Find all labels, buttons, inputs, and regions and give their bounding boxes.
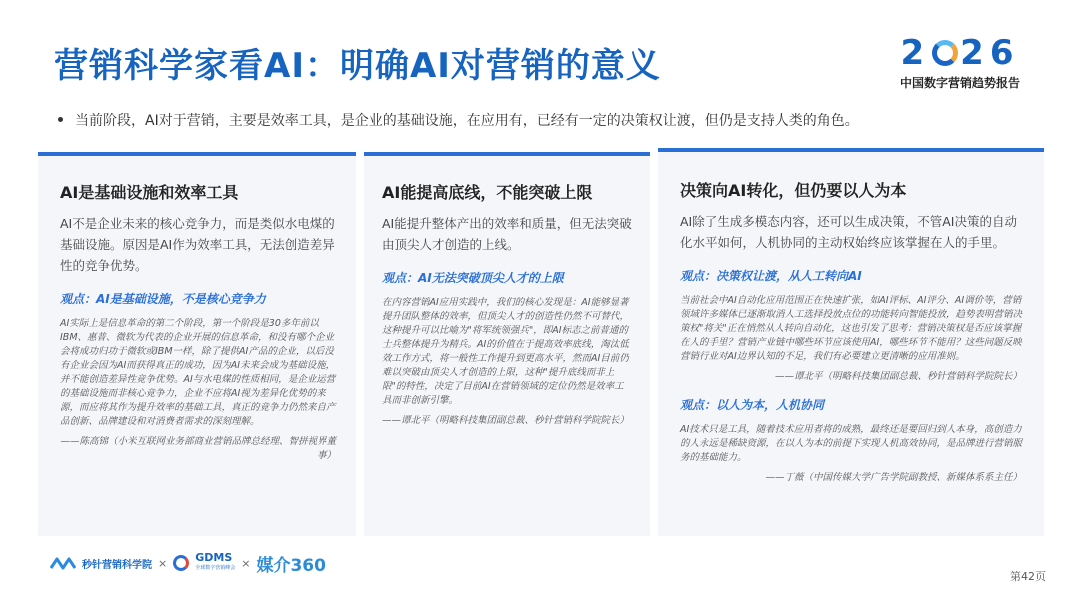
summary-text: 当前阶段，AI对于营销，主要是效率工具，是企业的基础设施，在应用有，已经有一定的决策权让渡，但仍是支持人类的角色。	[75, 113, 859, 129]
footer-logos	[50, 552, 326, 574]
gdms-name: GDMS	[195, 551, 233, 564]
viewpoint-quote: AI实际上是信息革命的第二个阶段，第一个阶段是30多年前以IBM、惠普、微软为代表的企业开展的信息革命，和没有哪个企业会将成功归功于微软或IBM一样，除了提供AI产品的企业，以后没有企业会因为AI而获得真正的成功，因为AI未来会成为基础设施，并不能创造差异性竞争优势。AI与水电煤的性质相同，是企业运营的基础设施而非核心竞争力，企业不应将AI视为差异化优势的来源，而应将其作为提升效率的基础工具，真正的竞争力仍然来自产品创新、品牌建设和对消费者需求的深刻理解。	[60, 318, 336, 427]
viewpoint-author: ——谭北平（明略科技集团副总裁、秒针营销科学院院长）	[382, 415, 630, 426]
brand-year	[901, 34, 1020, 72]
miaozhen-logo-icon	[50, 556, 76, 570]
card-description: AI除了生成多模态内容，还可以生成决策，不管AI决策的自动化水平如何，人机协同的主动权始终应该掌握在人的手里。	[680, 214, 1017, 250]
summary-bullet	[58, 110, 859, 130]
gdms-logo-icon	[173, 555, 189, 571]
page-title: 营销科学家看AI：明确AI对营销的意义	[54, 46, 661, 86]
viewpoint-heading: 观点：AI无法突破顶尖人才的上限	[382, 271, 564, 285]
page-number: 第42页	[1010, 570, 1046, 583]
brand-subtitle: 中国数字营销趋势报告	[899, 76, 1020, 90]
gdms-subtitle: 全球数字营销峰会	[195, 565, 236, 571]
brand-year-left: 2	[900, 33, 931, 73]
viewpoint-author: ——丁薇（中国传媒大学广告学院副教授、新媒体系系主任）	[765, 472, 1022, 483]
viewpoint-heading: 观点：AI是基础设施，不是核心竞争力	[60, 292, 266, 306]
viewpoint-quote: AI技术只是工具，随着技术应用者将的成熟，最终还是要回归到人本身，高创造力的人永远是稀缺资源，在以人为本的前提下实现人机高效协同，是品牌进行营销服务的基础能力。	[680, 424, 1023, 463]
card-description: AI不是企业未来的核心竞争力，而是类似水电煤的基础设施。原因是AI作为效率工具，无法创造差异性的竞争优势。	[60, 216, 335, 273]
viewpoint-quote: 在内容营销AI应用实践中，我们的核心发现是：AI能够显著提升团队整体的效率，但顶尖人才的创造性仍然不可替代，这种提升可以比喻为"将军统领强兵"，即AI标志之前普通的士兵整体提升为精兵。AI的价值在于提高效率底线，淘汰低效工作方式，将一般性工作提升到更高水平，然而AI目前仍难以突破由顶尖人才创造的上限，这种"提升底线而非上限"的特性，决定了目前AI在营销领域的定位仍然是效率工具而非创新引擎。	[382, 297, 630, 406]
bullet-dot-icon	[58, 117, 63, 122]
card-title: 决策向AI转化，但仍要以人为本	[680, 181, 907, 200]
brand-year-right: 26	[960, 33, 1020, 73]
report-brand	[880, 34, 1040, 91]
card-decision	[658, 148, 1044, 536]
card-baseline	[364, 152, 650, 536]
brand-year-ring-icon	[932, 40, 958, 66]
partner-separator: ×	[241, 556, 251, 570]
partner-meijie360: 媒介360	[256, 555, 326, 576]
viewpoint-heading: 观点：决策权让渡，从人工转向AI	[680, 269, 862, 283]
partner-separator: ×	[158, 556, 168, 570]
viewpoint-heading: 观点：以人为本，人机协同	[680, 398, 825, 412]
viewpoint-quote: 当前社会中AI自动化应用范围正在快速扩张，如AI评标、AI评分、AI调价等，营销领域许多媒体已逐渐取消人工选择投放点位的功能转向智能投放，趋势表明营销决策权"将关"正在悄然从人转向自动化，这也引发了思考：营销决策权是否应该掌握在人的手里？营销产业链中哪些环节应该使用AI，哪些环节不能用？这些问题反映营销行业对AI边界认知的不足，我们有必要建立更清晰的应用准则。	[680, 295, 1023, 362]
card-title: AI是基础设施和效率工具	[60, 183, 239, 202]
card-description: AI能提升整体产出的效率和质量，但无法突破由顶尖人才创造的上线。	[382, 216, 632, 252]
partner-gdms	[195, 553, 235, 573]
viewpoint-author: ——谭北平（明略科技集团副总裁、秒针营销科学院院长）	[774, 371, 1022, 382]
viewpoint-author: ——陈高锦（小米互联网业务部商业营销品牌总经理、智拼视界董事）	[60, 436, 336, 461]
partner-miaozhen: 秒针营销科学院	[82, 559, 152, 571]
card-title: AI能提高底线，不能突破上限	[382, 183, 593, 202]
card-infrastructure	[38, 152, 356, 536]
